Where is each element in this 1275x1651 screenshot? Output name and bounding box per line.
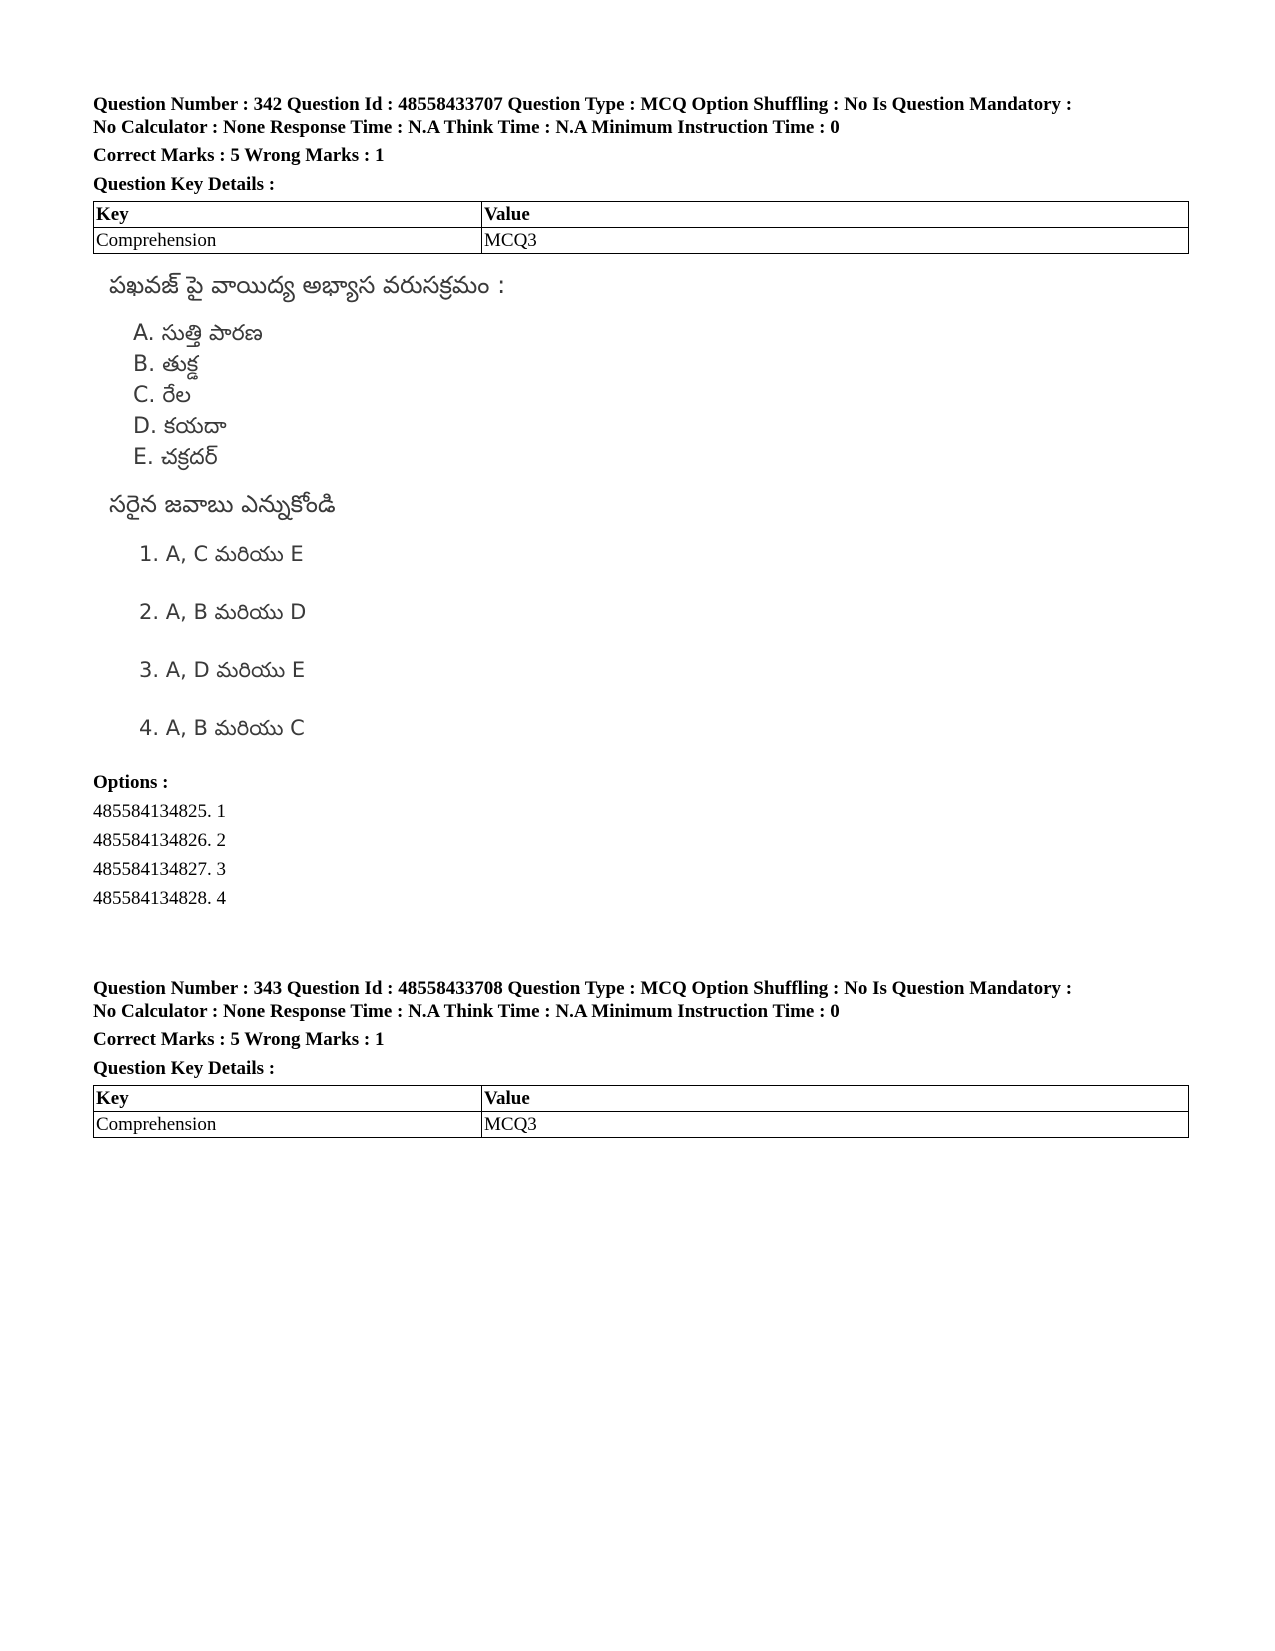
- choice-number: 4.: [139, 716, 160, 740]
- key-details-label: Question Key Details :: [93, 1058, 276, 1079]
- table-header-row: [94, 1086, 1189, 1112]
- statement-item: E. చక్రదర్: [133, 445, 218, 470]
- table-cell-key: Comprehension: [94, 1112, 482, 1138]
- choice-number: 1.: [139, 542, 160, 566]
- choice-text: A, D మరియు E: [165, 658, 306, 682]
- table-cell-key: Comprehension: [94, 228, 482, 254]
- choice-item: [139, 597, 1189, 627]
- table-cell-value: MCQ3: [482, 1112, 1189, 1138]
- table-header-key: Key: [94, 1086, 482, 1112]
- table-row: [94, 228, 1189, 254]
- table-header-value: Value: [482, 202, 1189, 228]
- statement-item: A. సుత్తి పారణ: [133, 321, 263, 346]
- option-item: 485584134825. 1: [93, 801, 226, 822]
- question-meta-line-2: No Calculator : None Response Time : N.A Think Time : N.A Minimum Instruction Time : 0: [93, 117, 840, 138]
- question-meta: [93, 977, 1189, 1023]
- option-item: 485584134828. 4: [93, 888, 226, 909]
- question-meta-line-1: Question Number : 342 Question Id : 48558433707 Question Type : MCQ Option Shuffling : No Is Question Mandatory :: [93, 94, 1073, 115]
- table-header-value: Value: [482, 1086, 1189, 1112]
- choice-item: [139, 539, 1189, 569]
- options-label: Options :: [93, 772, 169, 793]
- table-row: [94, 1112, 1189, 1138]
- key-details-table: [93, 1085, 1189, 1138]
- marks-line: Correct Marks : 5 Wrong Marks : 1: [93, 1029, 385, 1050]
- question-meta-line-1: Question Number : 343 Question Id : 48558433708 Question Type : MCQ Option Shuffling : No Is Question Mandatory :: [93, 978, 1073, 999]
- choice-list: [139, 539, 1189, 743]
- choice-text: A, B మరియు D: [165, 600, 307, 624]
- key-details-label: Question Key Details :: [93, 174, 276, 195]
- question-block-342: [93, 93, 1189, 910]
- key-details-table: [93, 201, 1189, 254]
- marks-line: Correct Marks : 5 Wrong Marks : 1: [93, 145, 385, 166]
- table-header-row: [94, 202, 1189, 228]
- table-cell-value: MCQ3: [482, 228, 1189, 254]
- choice-text: A, C మరియు E: [165, 542, 304, 566]
- question-meta-line-2: No Calculator : None Response Time : N.A Think Time : N.A Minimum Instruction Time : 0: [93, 1001, 840, 1022]
- statement-item: D. కయదా: [133, 414, 227, 439]
- choice-number: 2.: [139, 600, 160, 624]
- statement-item: C. రేల: [133, 383, 191, 408]
- choice-item: [139, 713, 1189, 743]
- question-meta: [93, 93, 1189, 139]
- table-header-key: Key: [94, 202, 482, 228]
- question-block-343: [93, 977, 1189, 1138]
- choice-number: 3.: [139, 658, 160, 682]
- statement-item: B. తుక్డ: [133, 352, 199, 377]
- option-item: 485584134827. 3: [93, 859, 226, 880]
- question-stem: పఖవజ్ పై వాయిద్య అభ్యాస వరుసక్రమం :: [109, 271, 506, 299]
- choice-text: A, B మరియు C: [165, 716, 305, 740]
- statement-list: [133, 318, 1189, 473]
- question-content: [109, 270, 1189, 743]
- answer-instruction: సరైన జవాబు ఎన్నుకోండి: [109, 490, 336, 518]
- choice-item: [139, 655, 1189, 685]
- option-item: 485584134826. 2: [93, 830, 226, 851]
